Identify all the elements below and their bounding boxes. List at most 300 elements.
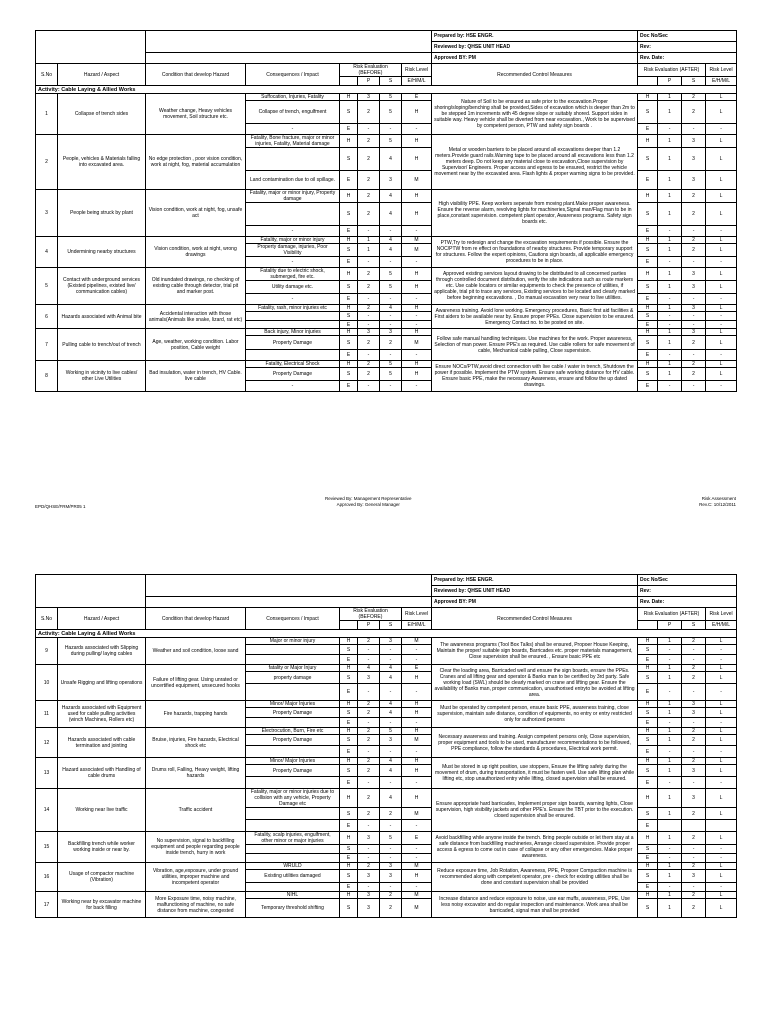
col-risk-after: Risk Evaluation (AFTER) <box>638 64 706 77</box>
risk-type-after: S <box>638 368 658 381</box>
probability-before: - <box>358 820 380 832</box>
subtitle-cell <box>146 597 432 608</box>
risk-type-before: S <box>340 148 358 171</box>
table-row <box>36 863 737 870</box>
probability-before: 2 <box>358 190 380 203</box>
risk-level-after: - <box>706 718 737 728</box>
col-risk-before: Risk Evaluation (BEFORE) <box>340 608 402 621</box>
risk-type-after: E <box>638 350 658 361</box>
severity-after: 3 <box>682 701 706 708</box>
risk-level-after: L <box>706 758 737 765</box>
consequence-cell <box>246 820 340 832</box>
risk-type-before: H <box>340 758 358 765</box>
risk-level-after: - <box>706 312 737 321</box>
severity-before: 4 <box>380 244 402 257</box>
col-risk-level-after: Risk Level <box>706 608 737 621</box>
risk-type-before: E <box>340 854 358 863</box>
probability-after: 1 <box>658 789 682 808</box>
consequence-cell: Collapse of trench, engulfment <box>246 101 340 124</box>
severity-before: - <box>380 124 402 135</box>
severity-before: - <box>380 845 402 854</box>
probability-after: 1 <box>658 94 682 101</box>
col-blank <box>340 621 358 630</box>
risk-level-before: M <box>402 863 432 870</box>
consequence-cell: fatality or Major Injury <box>246 665 340 672</box>
risk-type-before: E <box>340 684 358 701</box>
risk-type-before: E <box>340 124 358 135</box>
probability-after: - <box>658 257 682 268</box>
risk-level-after: L <box>706 728 737 735</box>
risk-level-before: - <box>402 684 432 701</box>
col-blank <box>340 77 358 86</box>
condition-cell: Vibration, age,exposure, under ground utilities, improper machine and incompetent operator <box>146 863 246 892</box>
signoff-block <box>325 496 412 508</box>
severity-after: - <box>682 684 706 701</box>
consequence-cell: Existing utilities damaged <box>246 870 340 883</box>
severity-after: 2 <box>682 665 706 672</box>
condition-cell: More Exposure time, noisy machine, malfunctioning of machine, no safe distance from machine, congested <box>146 892 246 918</box>
severity-after: 2 <box>682 368 706 381</box>
severity-after: 2 <box>682 863 706 870</box>
severity-before: - <box>380 883 402 892</box>
col-risk-before: Risk Evaluation (BEFORE) <box>340 64 402 77</box>
risk-level-before: H <box>402 329 432 336</box>
probability-before: 2 <box>358 336 380 350</box>
severity-before: 4 <box>380 665 402 672</box>
severity-before: 3 <box>380 735 402 746</box>
hazard-cell: Unsafe Rigging and lifting operations <box>58 665 146 701</box>
risk-level-after: - <box>706 777 737 789</box>
severity-after: 2 <box>682 808 706 820</box>
risk-level-after: L <box>706 190 737 203</box>
hazard-cell: Working near by excavator machine for back filling <box>58 892 146 918</box>
risk-level-after: - <box>706 124 737 135</box>
risk-level-after: L <box>706 135 737 148</box>
revision-block <box>699 496 736 508</box>
consequence-cell: Back injury, Minor injuries <box>246 329 340 336</box>
condition-cell: Weather and soil condition, loose sand <box>146 638 246 665</box>
condition-cell: Age, weather, working condition. Labor position, Cable weight <box>146 329 246 361</box>
risk-type-before: S <box>340 101 358 124</box>
probability-before: 2 <box>358 203 380 226</box>
risk-type-after: S <box>638 735 658 746</box>
consequence-cell: Fatality, major or minor injuries due to collision with any vehicle, Property Damage etc <box>246 789 340 808</box>
probability-after: 1 <box>658 863 682 870</box>
severity-after: - <box>682 312 706 321</box>
risk-level-after: L <box>706 899 737 918</box>
control-measures-cell: Necessary awareness and training. Assign competent persons only, Close supervision, proper equipment and tools to be used, manufacturer recommendations to be followed, PPE compliance, follow the standards & procedures, Electrical work permit. <box>432 728 638 758</box>
severity-after: 2 <box>682 361 706 368</box>
probability-before: - <box>358 883 380 892</box>
consequence-cell: Fatality due to electric shock, submerged, fire etc. <box>246 268 340 281</box>
risk-type-after: S <box>638 672 658 684</box>
risk-type-after: H <box>638 728 658 735</box>
consequence-cell <box>246 312 340 321</box>
probability-after: 1 <box>658 765 682 777</box>
risk-level-before: H <box>402 708 432 718</box>
risk-level-before: - <box>402 321 432 329</box>
subtitle-cell <box>146 53 432 64</box>
risk-level-after: - <box>706 381 737 392</box>
consequence-cell <box>246 645 340 655</box>
risk-type-after: S <box>638 870 658 883</box>
risk-level-before: H <box>402 789 432 808</box>
severity-before: 4 <box>380 190 402 203</box>
consequence-cell <box>246 684 340 701</box>
severity-after: - <box>682 381 706 392</box>
risk-level-before: M <box>402 638 432 645</box>
severity-before: 4 <box>380 672 402 684</box>
col-hazard: Hazard / Aspect <box>58 608 146 630</box>
severity-before: 4 <box>380 237 402 244</box>
probability-after: - <box>658 350 682 361</box>
risk-type-before: S <box>340 845 358 854</box>
risk-level-before: M <box>402 336 432 350</box>
severity-before: 4 <box>380 765 402 777</box>
risk-level-before: - <box>402 124 432 135</box>
risk-type-after: E <box>638 321 658 329</box>
consequence-cell <box>246 854 340 863</box>
risk-level-before: M <box>402 892 432 899</box>
risk-type-after: S <box>638 312 658 321</box>
severity-before: - <box>380 777 402 789</box>
severity-after: 3 <box>682 305 706 312</box>
probability-after: - <box>658 684 682 701</box>
severity-before: 3 <box>380 171 402 190</box>
risk-type-after: H <box>638 94 658 101</box>
probability-before: - <box>358 257 380 268</box>
control-measures-cell: Must be stored in up right position, use stoppers, Ensure the lifting safety during the movement of drum, during transportation, it must be fasten well. Use safe lifting plan while lifting etc, stop unauthorized entry while lifting, closed supervision shall be ensured. <box>432 758 638 789</box>
risk-level-after: L <box>706 94 737 101</box>
severity-before: 4 <box>380 708 402 718</box>
severity-before: 5 <box>380 368 402 381</box>
probability-before: 1 <box>358 237 380 244</box>
probability-before: 2 <box>358 638 380 645</box>
risk-type-before: H <box>340 638 358 645</box>
risk-level-after: - <box>706 845 737 854</box>
control-measures-cell: Metal or wooden barriers to be placed around all excavations deeper than 1.2 meters.Provide guard rails.Warning tape to be placed around all excavations less than 1.2 meters deep. Do not keep any material close to excavation,Close supervision by Supervisor/ Engineers. Proper access and egress to be ensured, restrict the vehicle movement near by the excavated area. Flash lights & proper warning signs to be provided. <box>432 135 638 190</box>
risk-type-before: H <box>340 94 358 101</box>
row-number: 9 <box>36 638 58 665</box>
risk-type-before: S <box>340 244 358 257</box>
probability-after: 1 <box>658 305 682 312</box>
probability-before: 3 <box>358 832 380 845</box>
consequence-cell <box>246 350 340 361</box>
probability-before: - <box>358 381 380 392</box>
probability-before: - <box>358 718 380 728</box>
risk-type-before: E <box>340 746 358 758</box>
control-measures-cell: Follow safe manual handling techniques. Use machines for the work. Proper awareness, Selection of man power. Ensure PPE's as required. Use cable rollers for safe movement of cable, Mechanical cable pulling, Close supervision. <box>432 329 638 361</box>
row-number: 7 <box>36 329 58 361</box>
probability-after: - <box>658 746 682 758</box>
risk-type-after: E <box>638 226 658 237</box>
risk-level-after: L <box>706 329 737 336</box>
col-ehml: E/H/M/L <box>706 77 737 86</box>
probability-after: - <box>658 854 682 863</box>
risk-type-before: S <box>340 203 358 226</box>
severity-after: 2 <box>682 728 706 735</box>
probability-before: 2 <box>358 708 380 718</box>
probability-before: - <box>358 854 380 863</box>
probability-before: - <box>358 350 380 361</box>
consequence-cell: Land contamination due to oil spillage. <box>246 171 340 190</box>
risk-level-before: E <box>402 94 432 101</box>
severity-before: 4 <box>380 203 402 226</box>
col-condition: Condition that develop Hazard <box>146 64 246 86</box>
probability-after: - <box>658 645 682 655</box>
probability-after: - <box>658 655 682 665</box>
risk-level-after: - <box>706 854 737 863</box>
risk-type-before: S <box>340 312 358 321</box>
row-number: 8 <box>36 361 58 392</box>
probability-before: 4 <box>358 665 380 672</box>
prepared-by: Prepared by: HSE ENGR. <box>432 575 638 586</box>
severity-after: - <box>682 124 706 135</box>
row-number: 2 <box>36 135 58 190</box>
risk-type-before: S <box>340 672 358 684</box>
probability-before: 2 <box>358 171 380 190</box>
risk-type-after: E <box>638 171 658 190</box>
probability-after: 1 <box>658 135 682 148</box>
risk-type-after: E <box>638 684 658 701</box>
probability-after: - <box>658 777 682 789</box>
consequence-cell <box>246 746 340 758</box>
severity-after: 2 <box>682 101 706 124</box>
risk-level-after: L <box>706 832 737 845</box>
risk-level-after: L <box>706 765 737 777</box>
probability-before: 2 <box>358 863 380 870</box>
risk-level-after: L <box>706 336 737 350</box>
control-measures-cell: High visibility PPE. Keep workers seperate from moving plant.Make proper awareness. Ensure the reverse alarm, revolving lights for machineries,Signal man/Flag man to be in place,constant supervision. competent plant operator, Awareness programs. Safety sign boards etc. <box>432 190 638 237</box>
risk-level-after: - <box>706 321 737 329</box>
severity-after: - <box>682 718 706 728</box>
risk-level-before: - <box>402 294 432 305</box>
severity-after: 2 <box>682 832 706 845</box>
risk-level-before: M <box>402 735 432 746</box>
probability-after: - <box>658 845 682 854</box>
col-s: S <box>682 77 706 86</box>
risk-level-before: - <box>402 746 432 758</box>
severity-before: - <box>380 684 402 701</box>
severity-before: 2 <box>380 336 402 350</box>
risk-type-before: E <box>340 381 358 392</box>
logo-cell <box>36 31 146 64</box>
row-number: 14 <box>36 789 58 832</box>
rev: Rev: <box>638 42 737 53</box>
probability-after: - <box>658 381 682 392</box>
severity-before: 5 <box>380 268 402 281</box>
probability-before: 2 <box>358 135 380 148</box>
col-blank <box>638 621 658 630</box>
condition-cell: Fire hazards, trapping hands <box>146 701 246 728</box>
probability-after: 1 <box>658 203 682 226</box>
risk-type-after: E <box>638 257 658 268</box>
hazard-cell: Hazard associated with Handling of cable drums <box>58 758 146 789</box>
col-p: P <box>658 621 682 630</box>
probability-before: 2 <box>358 148 380 171</box>
rev-date: Rev. Date: <box>638 53 737 64</box>
probability-before: 2 <box>358 758 380 765</box>
probability-after: 1 <box>658 735 682 746</box>
severity-after: - <box>682 746 706 758</box>
risk-type-after: S <box>638 808 658 820</box>
severity-after: - <box>682 645 706 655</box>
consequence-cell <box>246 718 340 728</box>
probability-after: 1 <box>658 665 682 672</box>
condition-cell: Drums roll, Falling, Heavy weight, lifting hazards <box>146 758 246 789</box>
severity-after: 2 <box>682 892 706 899</box>
probability-before: - <box>358 321 380 329</box>
probability-after: - <box>658 883 682 892</box>
severity-after: 2 <box>682 672 706 684</box>
severity-before: 5 <box>380 135 402 148</box>
table-row <box>36 892 737 899</box>
severity-before: - <box>380 226 402 237</box>
risk-type-before: E <box>340 718 358 728</box>
consequence-cell: - <box>246 257 340 268</box>
risk-type-before: E <box>340 171 358 190</box>
consequence-cell <box>246 845 340 854</box>
probability-before: 3 <box>358 329 380 336</box>
risk-level-before: - <box>402 883 432 892</box>
consequence-cell: Fatality, scalp injuries, engulfment, other minor or major injuries <box>246 832 340 845</box>
risk-level-after: L <box>706 665 737 672</box>
probability-after: - <box>658 312 682 321</box>
consequence-cell: Fatality, major or minor injury, Property damage <box>246 190 340 203</box>
severity-after: - <box>682 321 706 329</box>
severity-before: 3 <box>380 870 402 883</box>
severity-before: 4 <box>380 758 402 765</box>
risk-type-before: H <box>340 361 358 368</box>
severity-before: - <box>380 655 402 665</box>
severity-before: 5 <box>380 832 402 845</box>
consequence-cell: Minor/ Major Injuries <box>246 758 340 765</box>
risk-level-before: H <box>402 368 432 381</box>
severity-before: - <box>380 350 402 361</box>
risk-type-before: H <box>340 135 358 148</box>
severity-after: 2 <box>682 203 706 226</box>
reviewed-signoff: Reviewed By: Management Representative <box>325 496 412 501</box>
severity-before: - <box>380 645 402 655</box>
risk-type-before: E <box>340 777 358 789</box>
risk-level-after: - <box>706 746 737 758</box>
consequence-cell: Fatality, major or minor injury <box>246 237 340 244</box>
risk-level-before: M <box>402 808 432 820</box>
col-ehml: E/H/M/L <box>402 621 432 630</box>
risk-type-after: H <box>638 190 658 203</box>
hazard-cell: Hazards associated with Slipping during pulling/ laying cables <box>58 638 146 665</box>
hazard-cell: Hazards associated with Animal bite <box>58 305 146 329</box>
hazard-cell: Collapse of trench sides <box>58 94 146 135</box>
risk-level-after: L <box>706 305 737 312</box>
risk-type-after: E <box>638 718 658 728</box>
logo-cell <box>36 575 146 608</box>
consequence-cell: - <box>246 124 340 135</box>
control-measures-cell: Approved existing services layout drawing to be distributed to all concerned parties through controlled document distribution, verify the site indications such as route markers etc. Use cable locators or similar equipments to check the presence of utilities, if applicable, trial pit to trace any services, Existing services to be located and clearly marked before beginning excavations. , Do manual excavation very near to live utilities. <box>432 268 638 305</box>
risk-type-before: H <box>340 892 358 899</box>
severity-after: 3 <box>682 765 706 777</box>
risk-type-after: S <box>638 101 658 124</box>
table-row <box>36 305 737 312</box>
control-measures-cell: Ensure NOCs/PTW,avoid direct connection with live cable / water in trench, Shutdown the power if possible. Implement the PTW system. Ensure safe working distance for HV cable. Ensure basic PPE, make the necessary Awareness, ensure and follow the up dated drawings. <box>432 361 638 392</box>
risk-level-before: H <box>402 203 432 226</box>
severity-before: 4 <box>380 148 402 171</box>
condition-cell: Bad insulation, water in trench, HV Cable. live cable <box>146 361 246 392</box>
risk-level-before: - <box>402 777 432 789</box>
probability-before: 3 <box>358 672 380 684</box>
table-row <box>36 237 737 244</box>
row-number: 4 <box>36 237 58 268</box>
consequence-cell: Fatality, Electrical Shock <box>246 361 340 368</box>
approved-signoff: Approved By: General Manager <box>336 502 400 507</box>
severity-after: - <box>682 257 706 268</box>
risk-type-after: H <box>638 789 658 808</box>
hazard-cell: People being struck by plant <box>58 190 146 237</box>
probability-before: 2 <box>358 735 380 746</box>
risk-type-after: S <box>638 645 658 655</box>
hazard-cell: Contact with underground services (Existed pipelines, existed live/ communication cables) <box>58 268 146 305</box>
risk-type-after: H <box>638 758 658 765</box>
risk-level-before: H <box>402 672 432 684</box>
control-measures-cell: Must be operated by competent person, ensure basic PPE, awareness training, close supervision, maintain safe distance, condition of equipments, no entry or entry restricted only for authorized persons <box>432 701 638 728</box>
col-measures: Recommended Control Measures <box>432 64 638 86</box>
col-risk-level: Risk Level <box>402 608 432 621</box>
probability-before: 1 <box>358 244 380 257</box>
risk-level-after: L <box>706 789 737 808</box>
risk-type-after: H <box>638 135 658 148</box>
table-row <box>36 135 737 148</box>
risk-level-after: L <box>706 237 737 244</box>
consequence-cell: Utility damage etc. <box>246 281 340 294</box>
risk-level-before: H <box>402 148 432 171</box>
probability-before: 2 <box>358 765 380 777</box>
probability-after: - <box>658 294 682 305</box>
risk-level-before: - <box>402 257 432 268</box>
form-number: EPD/QHSE/FRM/PR05 1 <box>35 504 86 509</box>
severity-before: 5 <box>380 101 402 124</box>
condition-cell: Traffic accident <box>146 789 246 832</box>
severity-after: 2 <box>682 758 706 765</box>
consequence-cell: Temporary threshold shifting <box>246 899 340 918</box>
rev: Rev: <box>638 586 737 597</box>
col-sno: S.No <box>36 608 58 630</box>
risk-type-before: S <box>340 870 358 883</box>
risk-type-before: H <box>340 190 358 203</box>
risk-level-before: M <box>402 237 432 244</box>
risk-assessment-label: Risk Assessment <box>701 496 736 501</box>
risk-type-before: E <box>340 655 358 665</box>
risk-level-after: L <box>706 708 737 718</box>
col-consequence: Consequences / Impact <box>246 64 340 86</box>
risk-level-after: L <box>706 735 737 746</box>
severity-before: - <box>380 294 402 305</box>
row-number: 17 <box>36 892 58 918</box>
risk-level-before: H <box>402 281 432 294</box>
consequence-cell: Electrocution, Burn, Fire etc <box>246 728 340 735</box>
risk-level-before: - <box>402 381 432 392</box>
severity-after <box>682 820 706 832</box>
severity-after: 3 <box>682 708 706 718</box>
probability-before: 2 <box>358 728 380 735</box>
activity-title: Activity: Cable Laying & Allied Works <box>36 630 737 638</box>
consequence-cell <box>246 808 340 820</box>
risk-type-before: S <box>340 735 358 746</box>
hazard-cell: Working in vicinity to live cables/ other Live Utilities <box>58 361 146 392</box>
row-number: 5 <box>36 268 58 305</box>
risk-level-after: - <box>706 684 737 701</box>
probability-before: 3 <box>358 94 380 101</box>
severity-after: 3 <box>682 135 706 148</box>
